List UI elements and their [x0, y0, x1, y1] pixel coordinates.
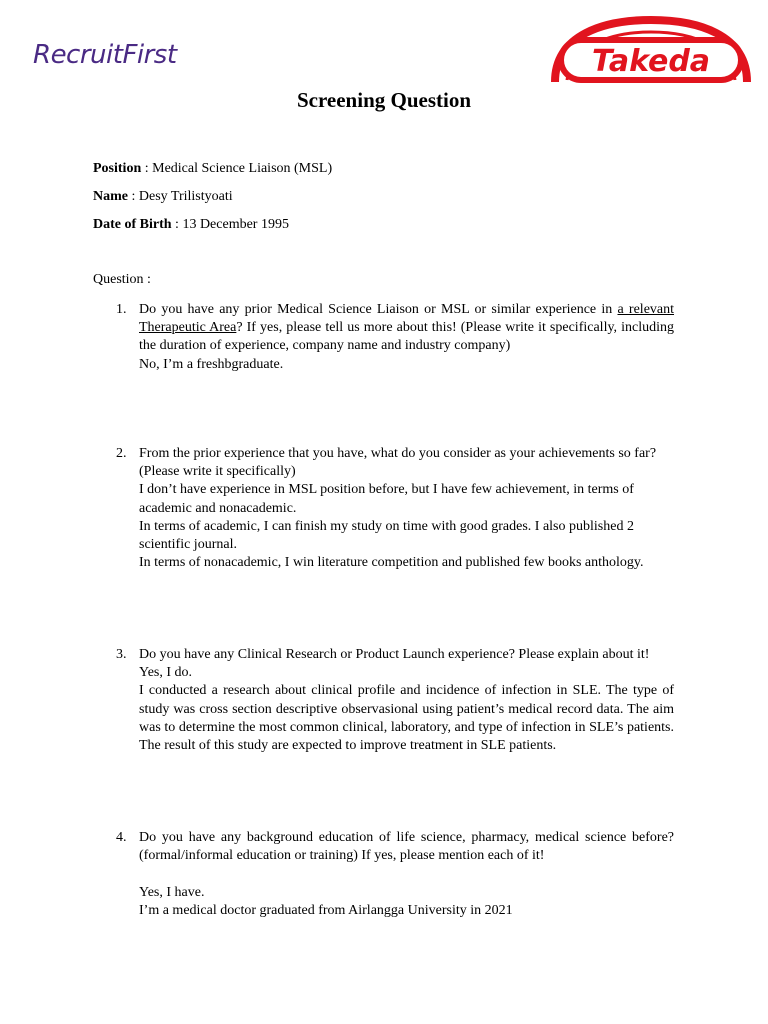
field-name-sep: :: [128, 189, 139, 204]
question-body: [139, 445, 674, 572]
question-text: From the prior experience that you have, what do you consider as your achievements so far? (Please write it specifically): [139, 446, 657, 480]
field-dob-label: Date of Birth: [93, 217, 172, 232]
page-title: Screening Question: [296, 88, 472, 112]
takeda-logo: [545, 14, 757, 86]
answer-text: I don’t have experience in MSL position before, but I have few achievement, in terms of academic and nonacademic.: [139, 482, 634, 516]
field-position-sep: :: [141, 161, 153, 176]
field-date-of-birth: [93, 217, 289, 233]
answer-text: I conducted a research about clinical profile and incidence of infection in SLE. The type of study was cross section descriptive observasional using patient’s medical record data. The aim was to determine the most common clinical, laboratory, and type of infection in SLE’s patients. The result of this study are expected to improve treatment in SLE patients.: [139, 683, 674, 754]
field-dob-value: 13 December 1995: [182, 217, 289, 232]
question-text: Do you have any Clinical Research or Product Launch experience? Please explain about it!: [139, 647, 650, 662]
question-4: [116, 829, 674, 920]
question-number: 4.: [116, 830, 127, 845]
question-3: [116, 646, 674, 755]
question-text-part: ? If yes, please tell us more about this! (Please write it specifically, including the duration of experience, company name and industry company): [139, 320, 674, 354]
question-1: [116, 301, 674, 374]
field-name-label: Name: [93, 189, 128, 204]
question-2: [116, 445, 674, 572]
question-body: [139, 301, 674, 374]
question-number: 2.: [116, 446, 127, 461]
field-name: [93, 189, 233, 205]
field-position-label: Position: [93, 161, 142, 176]
field-position: [93, 161, 332, 177]
question-text: [139, 301, 674, 356]
answer-text: Yes, I have.: [139, 884, 205, 900]
blank-line: [139, 865, 674, 883]
recruitfirst-logo-text: RecruitFirst: [33, 40, 177, 70]
field-name-value: Desy Trilistyoati: [138, 189, 233, 204]
question-text: Do you have any background education of life science, pharmacy, medical science before? (formal/informal education or training) If yes, please mention each of it!: [139, 830, 674, 864]
question-text-part: Do you have any prior Medical Science Liaison or MSL or similar experience in: [139, 302, 618, 317]
question-body: [139, 829, 674, 920]
answer-text: Yes, I do.: [139, 665, 193, 681]
question-number: 3.: [116, 647, 127, 662]
field-dob-sep: :: [171, 217, 183, 232]
question-underlined-text: a relevant Therapeutic Area: [139, 302, 675, 336]
recruitfirst-logo: [33, 40, 177, 70]
question-label: Question :: [93, 272, 151, 287]
question-body: [139, 646, 674, 755]
takeda-logo-text: Takeda: [591, 44, 711, 79]
field-position-value: Medical Science Liaison (MSL): [152, 161, 333, 176]
question-number: 1.: [116, 302, 127, 317]
answer-text: No, I’m a freshbgraduate.: [139, 356, 284, 372]
answer-text: I’m a medical doctor graduated from Airlangga University in 2021: [139, 902, 513, 918]
takeda-logo-mark: [545, 14, 757, 86]
answer-text: In terms of academic, I can finish my study on time with good grades. I also published 2 scientific journal.: [139, 518, 634, 553]
answer-text: In terms of nonacademic, I win literature competition and published few books anthology.: [139, 555, 644, 571]
